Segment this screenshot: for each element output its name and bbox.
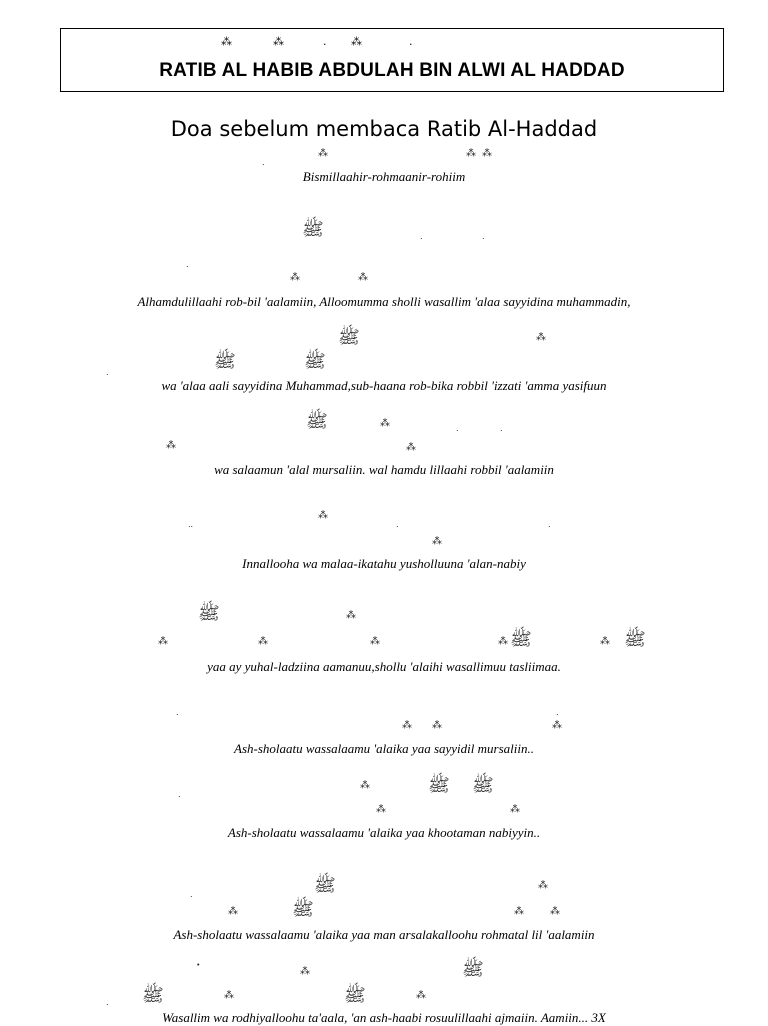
salawat-glyph-icon: ﷺ [510, 629, 532, 650]
glyph-mark: ⁂ [466, 148, 476, 159]
glyph-mark: ⁂ [482, 148, 492, 159]
glyph-mark: ⁂ [432, 720, 442, 731]
glyph-mark: ⁂ [318, 510, 328, 521]
glyph-mark: ⁂ [360, 780, 370, 791]
salawat-glyph-icon: ﷺ [142, 985, 164, 1006]
prayer-line-7: Ash-sholaatu wassalaamu 'alaika yaa sayyidil mursaliin.. [234, 741, 534, 756]
glyph-mark: ⁂ [550, 906, 560, 917]
glyph-mark: . [409, 35, 413, 48]
prayer-line-8: Ash-sholaatu wassalaamu 'alaika yaa khootaman nabiyyin.. [227, 825, 541, 840]
glyph-mark: ⁂ [406, 442, 416, 453]
glyph-mark: ⁂ [416, 990, 426, 1001]
glyph-mark: ⁂ [510, 804, 520, 815]
glyph-mark: . [500, 424, 503, 433]
glyph-mark: ⁂ [300, 966, 310, 977]
glyph-mark: . [178, 790, 181, 799]
glyph-mark: . [420, 232, 423, 241]
glyph-mark: ⁂ [600, 636, 610, 647]
arabic-glyph-row [0, 604, 768, 664]
prayer-line-3: wa 'alaa aali sayyidina Muhammad,sub-haana rob-bika robbil 'izzati 'amma yasifuun [161, 378, 607, 393]
section-heading: Doa sebelum membaca Ratib Al-Haddad [170, 117, 598, 141]
glyph-mark: ⁂ [432, 536, 442, 547]
glyph-mark: ⁂ [536, 332, 546, 343]
prayer-line-5: Innallooha wa malaa-ikatahu yusholluuna 'alan-nabiy [242, 556, 526, 571]
prayer-line-9: Ash-sholaatu wassalaamu 'alaika yaa man arsalakalloohu rohmatal lil 'aalamiin [173, 927, 595, 942]
glyph-mark: ⁂ [228, 906, 238, 917]
glyph-mark: ⁂ [358, 272, 368, 283]
glyph-mark: ⁂ [402, 720, 412, 731]
glyph-mark: ⁂ [552, 720, 562, 731]
glyph-mark: .. [188, 520, 194, 529]
glyph-mark: ⁂ [498, 636, 508, 647]
salawat-glyph-icon: ﷺ [472, 775, 494, 796]
glyph-mark: ⁂ [376, 804, 386, 815]
salawat-glyph-icon: ﷺ [304, 351, 326, 372]
glyph-mark: ⁂ [221, 35, 232, 48]
salawat-glyph-icon: ﷺ [624, 629, 646, 650]
glyph-mark: ⁂ [258, 636, 268, 647]
salawat-glyph-icon: ﷺ [292, 899, 314, 920]
glyph-mark: . [396, 520, 399, 529]
glyph-mark: . [106, 998, 109, 1007]
salawat-glyph-icon: ﷺ [314, 875, 336, 896]
glyph-mark: ⁂ [318, 148, 328, 159]
salawat-glyph-icon: ﷺ [198, 603, 220, 624]
glyph-mark: . [548, 520, 551, 529]
salawat-glyph-icon: ﷺ [462, 959, 484, 980]
salawat-glyph-icon: ﷺ [302, 219, 324, 240]
glyph-mark: ⁂ [370, 636, 380, 647]
title-decorative-glyphs [61, 35, 723, 49]
prayer-line-1: Bismillaahir-rohmaanir-rohiim [302, 169, 466, 184]
salawat-glyph-icon: ﷺ [428, 775, 450, 796]
glyph-mark: . [556, 708, 559, 717]
glyph-mark: . [456, 424, 459, 433]
glyph-mark: . [176, 708, 179, 717]
glyph-mark: ⁂ [158, 636, 168, 647]
glyph-mark: ⁂ [290, 272, 300, 283]
arabic-glyph-row [0, 706, 768, 766]
salawat-glyph-icon: ﷺ [338, 327, 360, 348]
title-box [60, 28, 724, 92]
glyph-mark: ⁂ [273, 35, 284, 48]
glyph-mark: . [482, 232, 485, 241]
glyph-mark: ⁂ [538, 880, 548, 891]
glyph-mark: ⁂ [346, 610, 356, 621]
salawat-glyph-icon: ﷺ [306, 411, 328, 432]
glyph-mark: . [190, 890, 193, 899]
arabic-glyph-row [0, 219, 768, 283]
prayer-line-2: Alhamdulillaahi rob-bil 'aalamiin, Alloomumma sholli wasallim 'alaa sayyidina muhammadin, [137, 294, 631, 309]
glyph-mark: ⁂ [514, 906, 524, 917]
prayer-line-10: Wasallim wa rodhiyalloohu ta'aala, 'an ash-haabi rosuulillaahi ajmaiin. Aamiin... 3X [162, 1010, 606, 1025]
glyph-mark: ⁂ [166, 440, 176, 451]
glyph-mark: ⁂ [351, 35, 362, 48]
glyph-mark: ⁂ [224, 990, 234, 1001]
salawat-glyph-icon: ﷺ [214, 351, 236, 372]
prayer-line-6: yaa ay yuhal-ladziina aamanuu,shollu 'alaihi wasallimuu tasliimaa. [207, 659, 561, 674]
prayer-line-4: wa salaamun 'alal mursaliin. wal hamdu lillaahi robbil 'aalamiin [214, 462, 554, 477]
glyph-mark: . [186, 260, 189, 269]
document-title: RATIB AL HABIB ABDULAH BIN ALWI AL HADDAD [159, 60, 625, 81]
glyph-mark: . [323, 35, 327, 48]
glyph-mark: . [106, 368, 109, 377]
glyph-mark: ⁂ [380, 418, 390, 429]
salawat-glyph-icon: ﷺ [344, 985, 366, 1006]
glyph-mark: . [262, 158, 265, 167]
